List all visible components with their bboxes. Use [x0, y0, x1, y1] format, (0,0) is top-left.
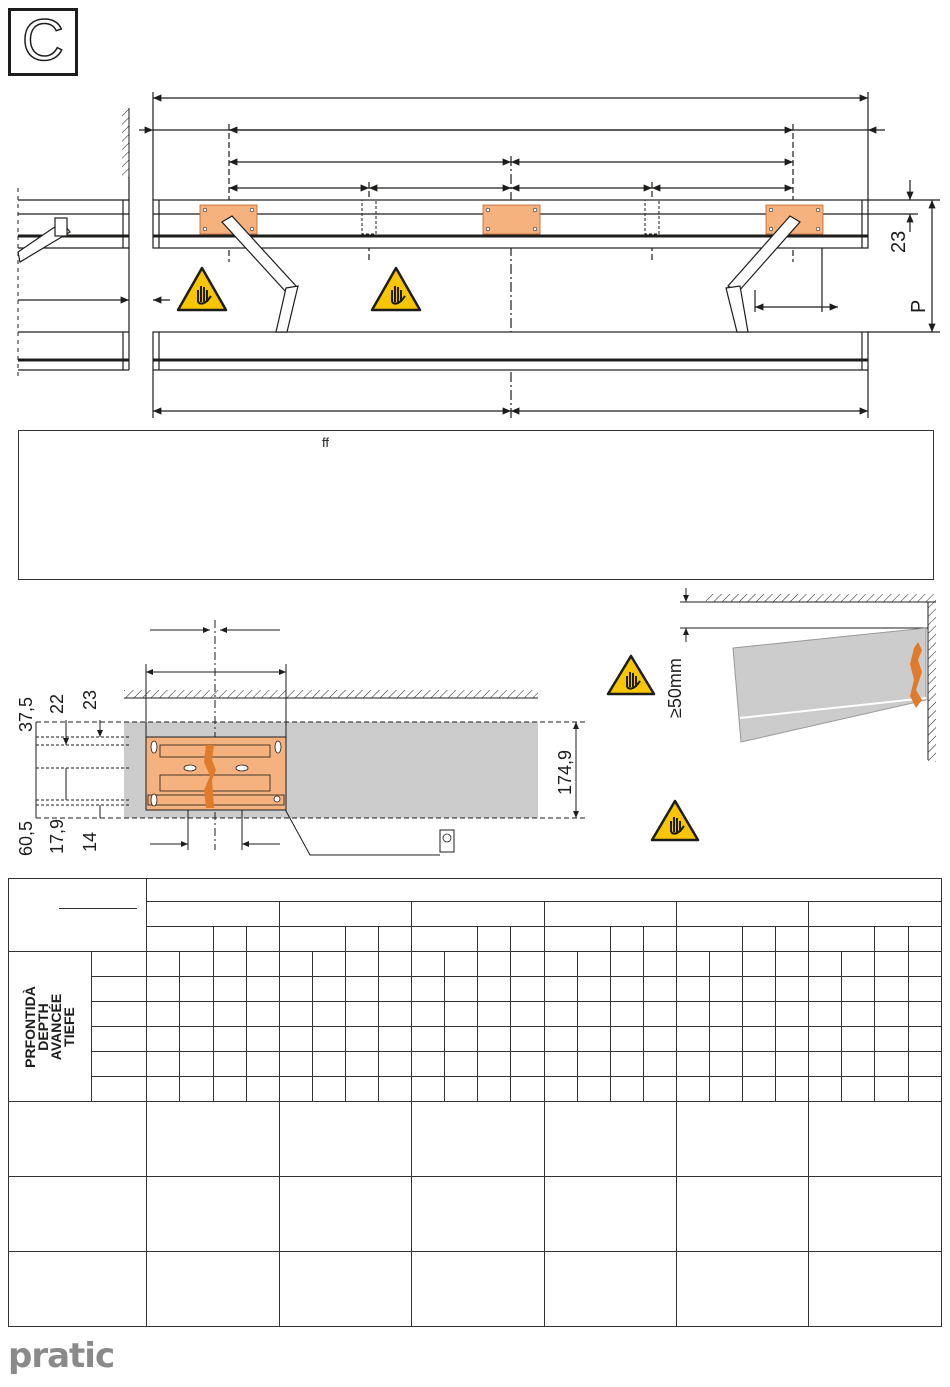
dim-22: 22: [47, 693, 67, 714]
section-letter: C: [22, 8, 64, 73]
clearance-detail: [680, 588, 936, 762]
depth-label-fr: AVANCÉE: [48, 993, 65, 1060]
depth-label-it: PRFONTIDÀ: [22, 985, 39, 1068]
dim-23: 23: [80, 689, 100, 710]
note-text: ff: [322, 435, 329, 450]
table-header-row: [147, 879, 942, 902]
table-corner: [9, 879, 147, 952]
dim-clearance: ≥50mm: [665, 658, 685, 718]
spec-table: [8, 878, 942, 1327]
pratic-logo: pratic: [8, 1336, 115, 1376]
warning-hand-icon-3: [608, 656, 654, 694]
dim-profile-height: 174,9: [555, 749, 575, 795]
dim-37-5: 37,5: [16, 696, 36, 732]
depth-label-en: DEPTH: [35, 1002, 52, 1051]
dim-17-9: 17,9: [47, 818, 67, 854]
depth-label-de: TIEFE: [61, 1006, 78, 1047]
warning-hand-icon-4: [652, 801, 698, 840]
dim-60-5: 60,5: [16, 820, 36, 856]
dim-height-23: 23: [888, 230, 910, 253]
depth-label-cell: [9, 952, 92, 1102]
dim-projection-p: P: [908, 299, 930, 313]
dim-14: 14: [80, 831, 100, 852]
